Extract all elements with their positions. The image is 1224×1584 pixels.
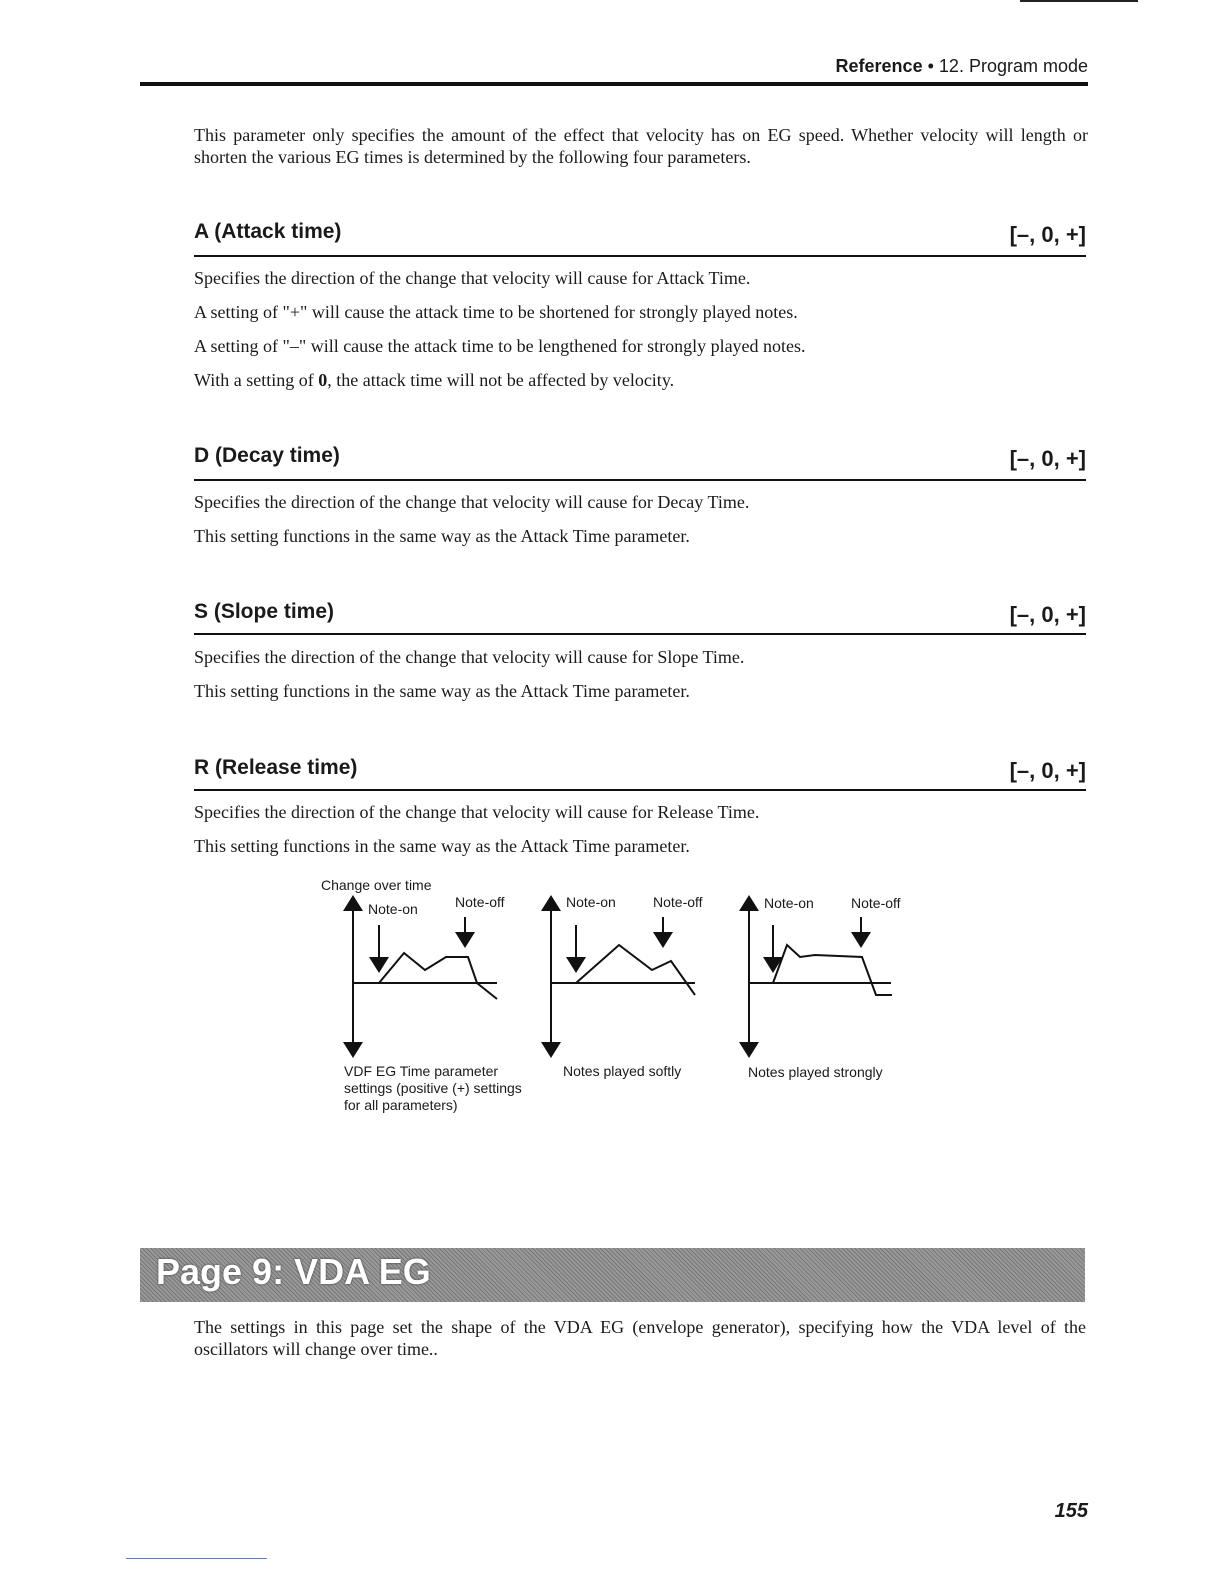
intro-paragraph: This parameter only specifies the amount of the effect that velocity has on EG speed. Whether velocity will length or shorten the various EG times is determined by the following four parameters. [194, 125, 1088, 167]
decay-line-1: Specifies the direction of the change that velocity will cause for Decay Time. [194, 492, 750, 512]
diagram-3-envelope [749, 903, 892, 1050]
release-line-1: Specifies the direction of the change that velocity will cause for Release Time. [194, 802, 760, 822]
attack-zero-value: 0 [318, 370, 328, 390]
release-time-title: R (Release time) [194, 756, 358, 779]
diagram1-note-on: Note-on [368, 901, 418, 917]
diagram-axis-label: Change over time [321, 877, 432, 893]
release-line-2: This setting functions in the same way as the Attack Time parameter. [194, 836, 690, 856]
slope-line-2: This setting functions in the same way as the Attack Time parameter. [194, 681, 690, 701]
diagram1-caption-line-3: for all parameters) [344, 1097, 458, 1113]
slope-time-rule [194, 633, 1086, 635]
diagram3-caption: Notes played strongly [748, 1064, 883, 1080]
release-time-rule [194, 789, 1086, 791]
diagram-1-envelope [353, 903, 497, 1050]
attack-line-1: Specifies the direction of the change that velocity will cause for Attack Time. [194, 268, 751, 288]
diagram1-caption-line-1: VDF EG Time parameter [344, 1063, 499, 1079]
attack-zero-prefix: With a setting of [194, 370, 319, 390]
decay-line-2: This setting functions in the same way as the Attack Time parameter. [194, 526, 690, 546]
release-time-range: [–, 0, +] [1009, 758, 1086, 783]
attack-time-rule [194, 255, 1086, 257]
footer-link-line [126, 1558, 267, 1559]
decay-time-range: [–, 0, +] [1009, 446, 1086, 471]
decay-time-title: D (Decay time) [194, 444, 340, 467]
attack-time-range: [–, 0, +] [1009, 222, 1086, 247]
diagram1-caption-line-2: settings (positive (+) settings [344, 1080, 522, 1096]
diagram2-note-off: Note-off [653, 894, 703, 910]
attack-time-title: A (Attack time) [194, 220, 342, 243]
diagram3-note-on: Note-on [764, 895, 814, 911]
page-number: 155 [1054, 1500, 1088, 1522]
diagram1-note-off: Note-off [455, 894, 505, 910]
slope-time-range: [–, 0, +] [1009, 602, 1086, 627]
diagram2-note-on: Note-on [566, 894, 616, 910]
page-section-paragraph: The settings in this page set the shape of the VDA EG (envelope generator), specifying how the VDA level of the oscillators will change over time.. [194, 1317, 1086, 1359]
attack-zero-suffix: , the attack time will not be affected by velocity. [327, 370, 675, 390]
diagram-2-envelope [551, 903, 695, 1050]
running-header [140, 56, 1088, 77]
attack-line-2: A setting of "+" will cause the attack time to be shortened for strongly played notes. [194, 302, 798, 322]
diagram1-caption [344, 1063, 522, 1114]
slope-line-1: Specifies the direction of the change that velocity will cause for Slope Time. [194, 647, 745, 667]
header-section: Reference [835, 56, 923, 76]
diagram3-note-off: Note-off [851, 895, 901, 911]
diagram2-caption: Notes played softly [563, 1063, 682, 1079]
page-section-title: Page 9: VDA EG [156, 1251, 431, 1292]
attack-line-3: A setting of "–" will cause the attack time to be lengthened for strongly played notes. [194, 336, 806, 356]
attack-line-4 [194, 370, 674, 391]
header-separator: • [927, 56, 934, 76]
slope-time-title: S (Slope time) [194, 600, 335, 623]
eg-time-diagrams [330, 895, 910, 1060]
header-rule [140, 82, 1088, 86]
top-edge-line [1020, 0, 1138, 2]
decay-time-rule [194, 479, 1086, 481]
header-chapter: 12. Program mode [938, 56, 1088, 76]
